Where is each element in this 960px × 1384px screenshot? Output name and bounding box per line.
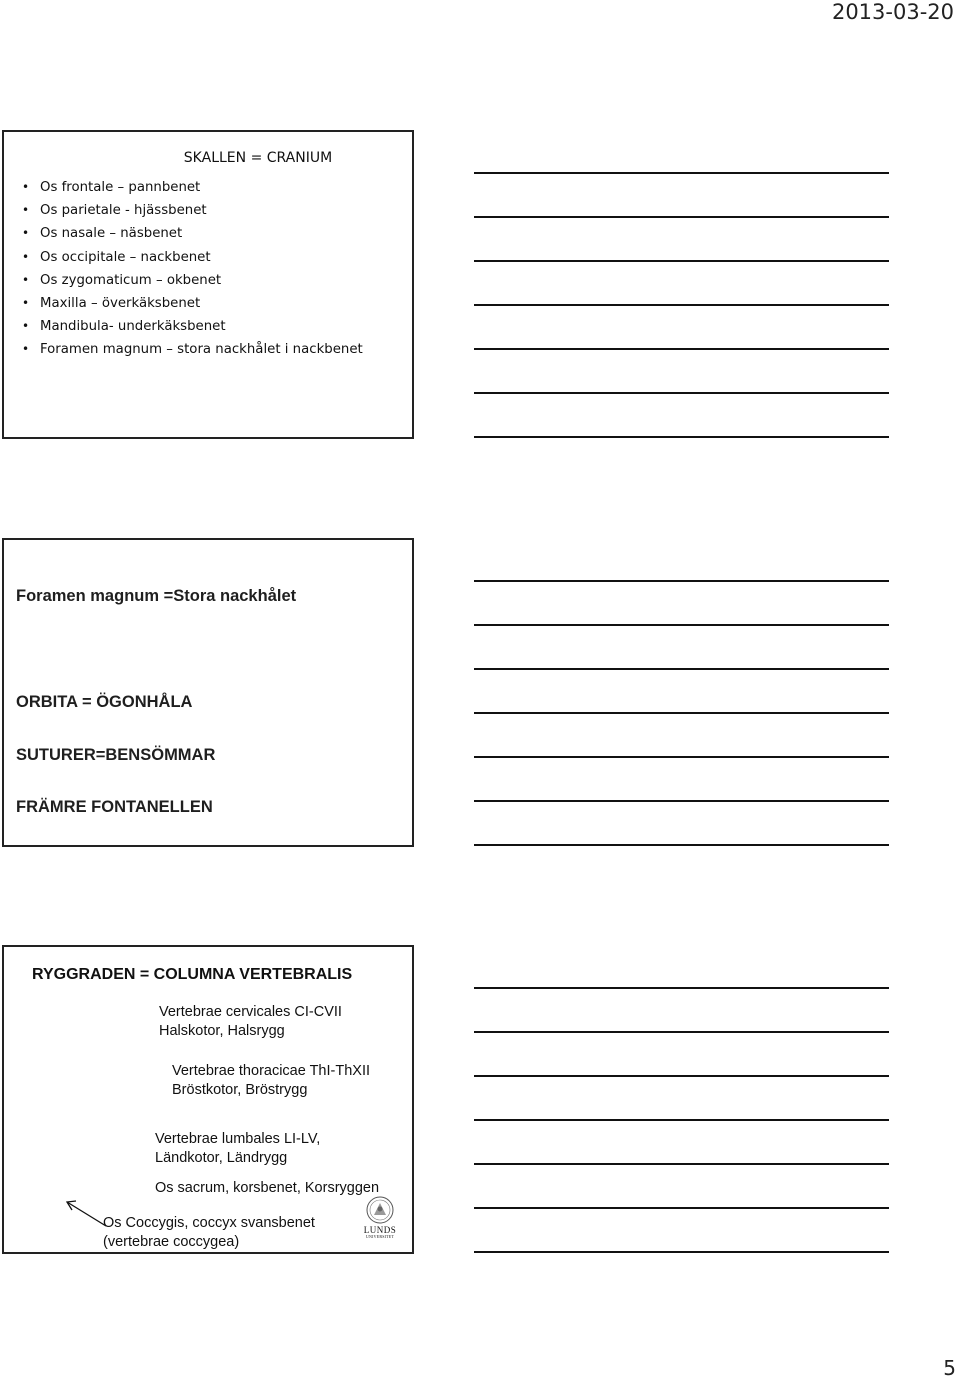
list-item: • Os parietale - hjässbenet (22, 199, 363, 222)
note-line (474, 1163, 889, 1165)
arrow-icon (64, 1198, 108, 1228)
note-line (474, 987, 889, 989)
note-line (474, 172, 889, 174)
cervical-text (159, 1003, 342, 1041)
note-line (474, 668, 889, 670)
slide-heading: FRÄMRE FONTANELLEN (16, 798, 213, 816)
note-line (474, 304, 889, 306)
coccyx-line-1: Os Coccygis, coccyx svansbenet (103, 1215, 315, 1231)
list-item: • Os frontale – pannbenet (22, 176, 363, 199)
note-line (474, 392, 889, 394)
slide-ryggraden (2, 945, 414, 1254)
seal-icon (360, 1195, 400, 1225)
note-line (474, 1119, 889, 1121)
sacrum-text: Os sacrum, korsbenet, Korsryggen (155, 1180, 380, 1196)
list-item: • Mandibula- underkäksbenet (22, 315, 363, 338)
note-line (474, 756, 889, 758)
note-line (474, 348, 889, 350)
note-line (474, 1031, 889, 1033)
list-item: • Maxilla – överkäksbenet (22, 292, 363, 315)
note-line (474, 216, 889, 218)
lumbar-line-1: Vertebrae lumbales LI-LV, (155, 1131, 321, 1147)
slide-heading: SUTURER=BENSÖMMAR (16, 746, 216, 764)
note-line (474, 436, 889, 438)
note-line (474, 844, 889, 846)
bullet-list (22, 176, 363, 362)
logo-word: LUNDS (363, 1225, 397, 1235)
cervical-line-2: Halskotor, Halsrygg (159, 1023, 285, 1039)
note-line (474, 1251, 889, 1253)
lumbar-text (155, 1130, 320, 1168)
thoracic-line-2: Bröstkotor, Bröstrygg (172, 1082, 308, 1098)
slide-foramen (2, 538, 414, 847)
list-item: • Os zygomaticum – okbenet (22, 269, 363, 292)
lumbar-line-2: Ländkotor, Ländrygg (155, 1150, 288, 1166)
page-number: 5 (943, 1356, 956, 1380)
coccyx-text (103, 1214, 315, 1252)
list-item: • Foramen magnum – stora nackhålet i nackbenet (22, 338, 363, 361)
slide-title: SKALLEN = CRANIUM (183, 150, 333, 166)
note-line (474, 1207, 889, 1209)
note-line (474, 624, 889, 626)
slide-title: RYGGRADEN = COLUMNA VERTEBRALIS (32, 966, 353, 983)
thoracic-text (172, 1062, 370, 1100)
cervical-line-1: Vertebrae cervicales CI-CVII (159, 1004, 342, 1020)
note-line (474, 1075, 889, 1077)
slide-skallen (2, 130, 414, 439)
slide-heading: Foramen magnum =Stora nackhålet (16, 587, 297, 605)
list-item: • Os occipitale – nackbenet (22, 246, 363, 269)
note-line (474, 712, 889, 714)
logo-subword: UNIVERSITET (365, 1234, 395, 1239)
note-line (474, 260, 889, 262)
list-item: • Os nasale – näsbenet (22, 222, 363, 245)
slide-heading: ORBITA = ÖGONHÅLA (16, 693, 193, 711)
thoracic-line-1: Vertebrae thoracicae ThI-ThXII (172, 1063, 371, 1079)
coccyx-line-2: (vertebrae coccygea) (103, 1234, 240, 1250)
lunds-universitet-logo (360, 1195, 400, 1239)
header-date: 2013-03-20 (831, 0, 954, 24)
note-line (474, 800, 889, 802)
note-line (474, 580, 889, 582)
